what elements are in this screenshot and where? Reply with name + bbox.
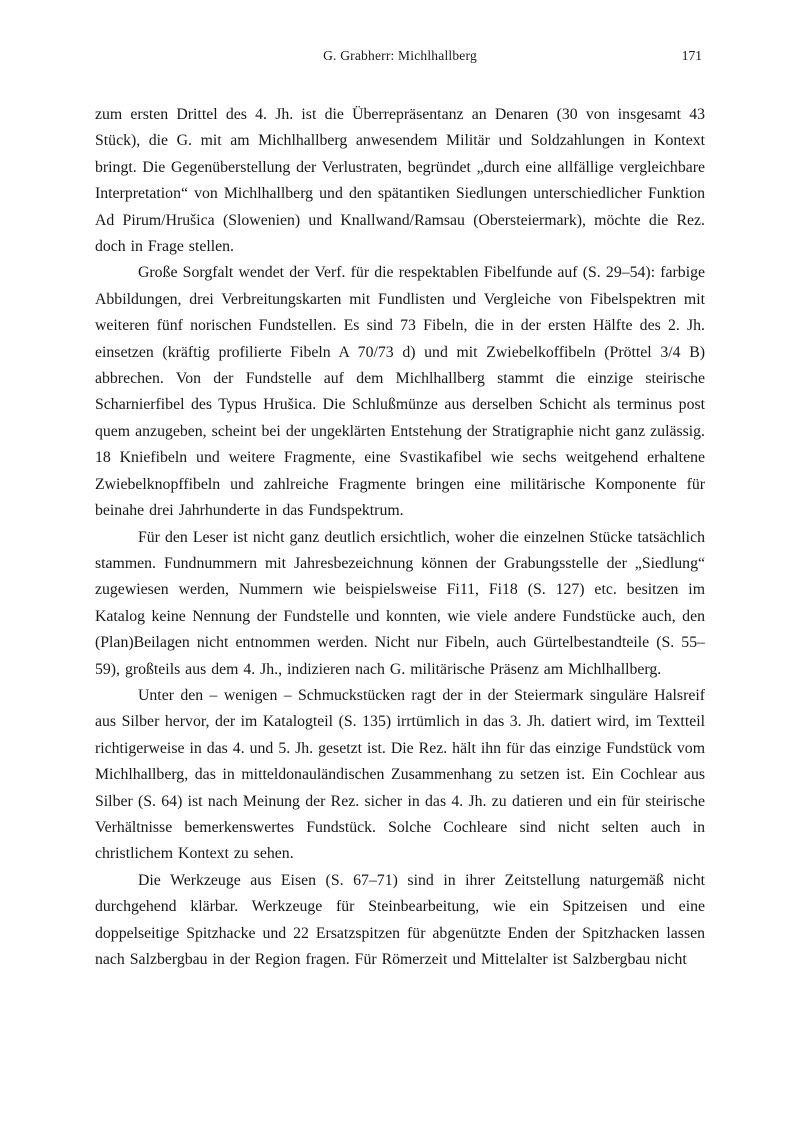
- running-head: [95, 46, 705, 66]
- running-title: G. Grabherr: Michlhallberg: [323, 48, 477, 63]
- paragraph-2: Große Sorgfalt wendet der Verf. für die respektablen Fibelfunde auf (S. 29–54): farbige Abbildungen, drei Verbreitungskarten mit Fundlisten und Vergleiche von Fibelspektren mit weiteren fünf norischen Fundstellen. Es sind 73 Fibeln, die in der ersten Hälfte des 2. Jh. einsetzen (kräftig profilierte Fibeln A 70/73 d) und mit Zwiebelkoffibeln (Pröttel 3/4 B) abbrechen. Von der Fundstelle auf dem Michlhallberg stammt die einzige steirische Scharnierfibel des Typus Hrušica. Die Schlußmünze aus derselben Schicht als terminus post quem anzugeben, scheint bei der ungeklärten Entstehung der Stratigraphie nicht ganz zulässig. 18 Kniefibeln und weitere Fragmente, eine Svastikafibel wie sechs weitgehend erhaltene Zwiebelknopffibeln und zahlreiche Fragmente bringen eine militärische Komponente für beinahe drei Jahrhunderte in das Fundspektrum.: [95, 264, 705, 520]
- body-text: [95, 102, 705, 973]
- paragraph-4: Unter den – wenigen – Schmuckstücken ragt der in der Steiermark singuläre Halsreif aus Silber hervor, der im Katalogteil (S. 135) irrtümlich in das 3. Jh. datiert wird, im Textteil richtigerweise in das 4. und 5. Jh. gesetzt ist. Die Rez. hält ihn für das einzige Fundstück vom Michlhallberg, das in mitteldonauländischen Zusammenhang zu setzen ist. Ein Cochlear aus Silber (S. 64) ist nach Meinung der Rez. sicher in das 4. Jh. zu datieren und ein für steirische Verhältnisse bemerkenswertes Fundstück. Solche Cochleare sind nicht selten auch in christlichem Kontext zu sehen.: [95, 686, 705, 863]
- paragraph-1: zum ersten Drittel des 4. Jh. ist die Überrepräsentanz an Denaren (30 von insgesamt 43 Stück), die G. mit am Michlhallberg anwesendem Militär und Soldzahlungen in Kontext bringt. Die Gegenüberstellung der Verlustraten, begründet „durch eine allfällige vergleichbare Interpretation“ von Michlhallberg und den spätantiken Siedlungen unterschiedlicher Funktion Ad Pirum/Hrušica (Slowenien) und Knallwand/Ramsau (Obersteiermark), möchte die Rez. doch in Frage stellen.: [95, 106, 705, 256]
- page-number: 171: [681, 48, 702, 63]
- paragraph-3: Für den Leser ist nicht ganz deutlich ersichtlich, woher die einzelnen Stücke tatsächlich stammen. Fundnummern mit Jahresbezeichnung können der Grabungsstelle der „Siedlung“ zugewiesen werden, Nummern wie beispielsweise Fi11, Fi18 (S. 127) etc. besitzen im Katalog keine Nennung der Fundstelle und konnten, wie viele andere Fundstücke auch, den (Plan)Beilagen nicht entnommen werden. Nicht nur Fibeln, auch Gürtelbestandteile (S. 55–59), großteils aus dem 4. Jh., indizieren nach G. militärische Präsenz am Michlhallberg.: [95, 528, 705, 678]
- paragraph-5: Die Werkzeuge aus Eisen (S. 67–71) sind in ihrer Zeitstellung naturgemäß nicht durchgehend klärbar. Werkzeuge für Steinbearbeitung, wie ein Spitzeisen und eine doppelseitige Spitzhacke und 22 Ersatzspitzen für abgenützte Enden der Spitzhacken lassen nach Salzbergbau in der Region fragen. Für Römerzeit und Mittelalter ist Salzbergbau nicht: [95, 871, 705, 968]
